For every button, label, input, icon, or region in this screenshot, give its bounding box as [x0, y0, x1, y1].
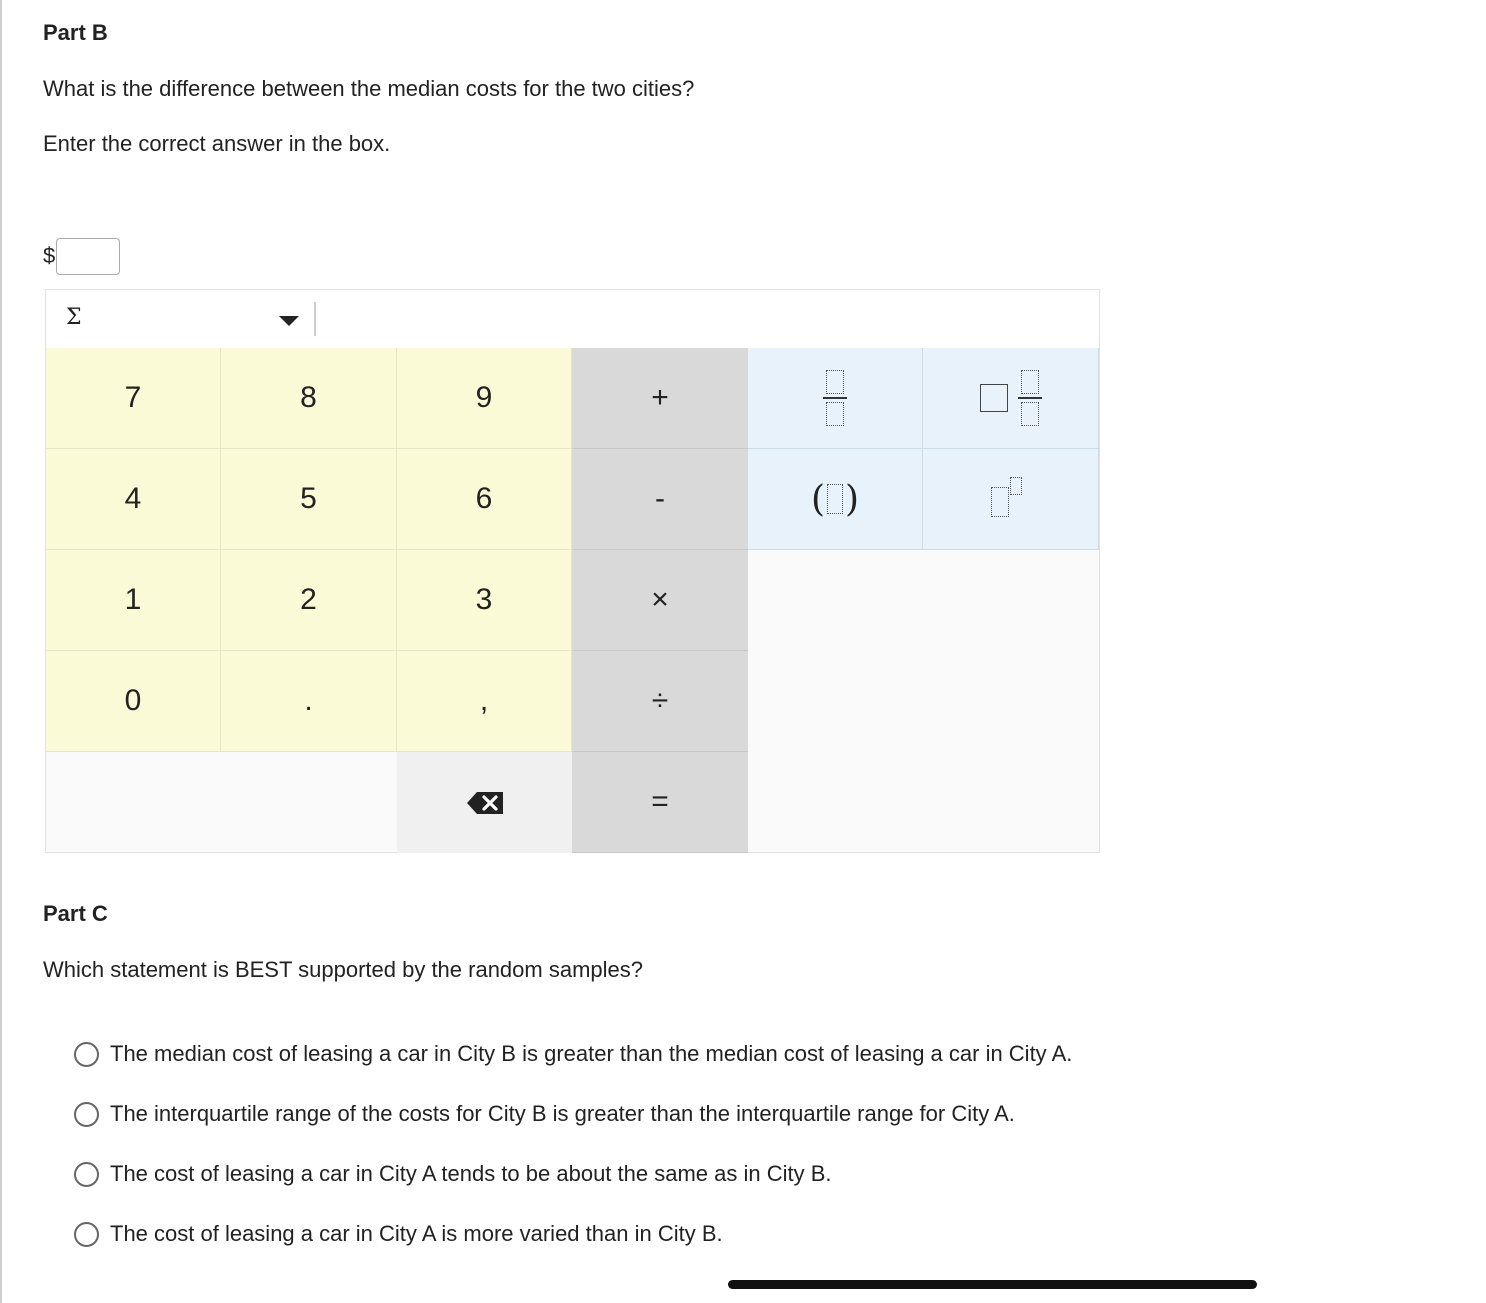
part-b-question: What is the difference between the median costs for the two cities? — [43, 76, 695, 101]
math-keypad — [45, 289, 1100, 853]
key-0[interactable]: 0 — [46, 651, 221, 752]
key-7[interactable]: 7 — [46, 348, 221, 449]
option-label: The cost of leasing a car in City A tends to be about the same as in City B. — [110, 1161, 832, 1186]
key-4[interactable]: 4 — [46, 449, 221, 550]
key-times[interactable]: × — [572, 550, 748, 651]
key-equals[interactable]: = — [572, 752, 748, 853]
key-9[interactable]: 9 — [397, 348, 572, 449]
sigma-icon[interactable]: Σ — [66, 305, 82, 330]
radio-button-icon[interactable] — [74, 1042, 99, 1067]
option-1[interactable] — [74, 1024, 1072, 1084]
keypad-toolbar — [46, 290, 1099, 349]
radio-button-icon[interactable] — [74, 1222, 99, 1247]
exponent-icon[interactable] — [923, 449, 1099, 550]
key-8[interactable]: 8 — [221, 348, 397, 449]
option-3[interactable] — [74, 1144, 1072, 1204]
answer-options — [74, 1024, 1072, 1264]
key-1[interactable]: 1 — [46, 550, 221, 651]
key-plus[interactable]: + — [572, 348, 748, 449]
part-c-title: Part C — [43, 901, 108, 926]
home-indicator[interactable] — [728, 1280, 1257, 1289]
part-b-title: Part B — [43, 20, 108, 45]
radio-button-icon[interactable] — [74, 1102, 99, 1127]
option-label: The interquartile range of the costs for City B is greater than the interquartile range for City A. — [110, 1101, 1015, 1126]
chevron-down-icon[interactable] — [279, 316, 299, 326]
key-6[interactable]: 6 — [397, 449, 572, 550]
option-2[interactable] — [74, 1084, 1072, 1144]
option-label: The median cost of leasing a car in City B is greater than the median cost of leasing a car in City A. — [110, 1041, 1073, 1066]
fraction-icon[interactable] — [748, 348, 923, 449]
key-5[interactable]: 5 — [221, 449, 397, 550]
part-b-instruction: Enter the correct answer in the box. — [43, 131, 391, 156]
option-label: The cost of leasing a car in City A is more varied than in City B. — [110, 1221, 723, 1246]
option-4[interactable] — [74, 1204, 1072, 1264]
part-c-question: Which statement is BEST supported by the random samples? — [43, 957, 643, 982]
key-2[interactable]: 2 — [221, 550, 397, 651]
mixed-number-template — [980, 370, 1042, 426]
fraction-template — [823, 370, 847, 426]
parentheses-icon[interactable] — [748, 449, 923, 550]
radio-button-icon[interactable] — [74, 1162, 99, 1187]
key-3[interactable]: 3 — [397, 550, 572, 651]
parentheses-template: ( ) — [810, 478, 860, 520]
key-comma[interactable]: , — [397, 651, 572, 752]
answer-row — [43, 236, 120, 276]
left-border — [0, 0, 2, 1303]
answer-input[interactable] — [56, 238, 120, 275]
key-minus[interactable]: - — [572, 449, 748, 550]
key-divide[interactable]: ÷ — [572, 651, 748, 752]
toolbar-divider — [314, 302, 316, 336]
key-decimal[interactable]: . — [221, 651, 397, 752]
exponent-template — [991, 477, 1031, 521]
backspace-button[interactable] — [397, 752, 572, 853]
backspace-icon — [467, 792, 503, 814]
dollar-prefix: $ — [43, 243, 56, 268]
mixed-number-icon[interactable] — [923, 348, 1099, 449]
